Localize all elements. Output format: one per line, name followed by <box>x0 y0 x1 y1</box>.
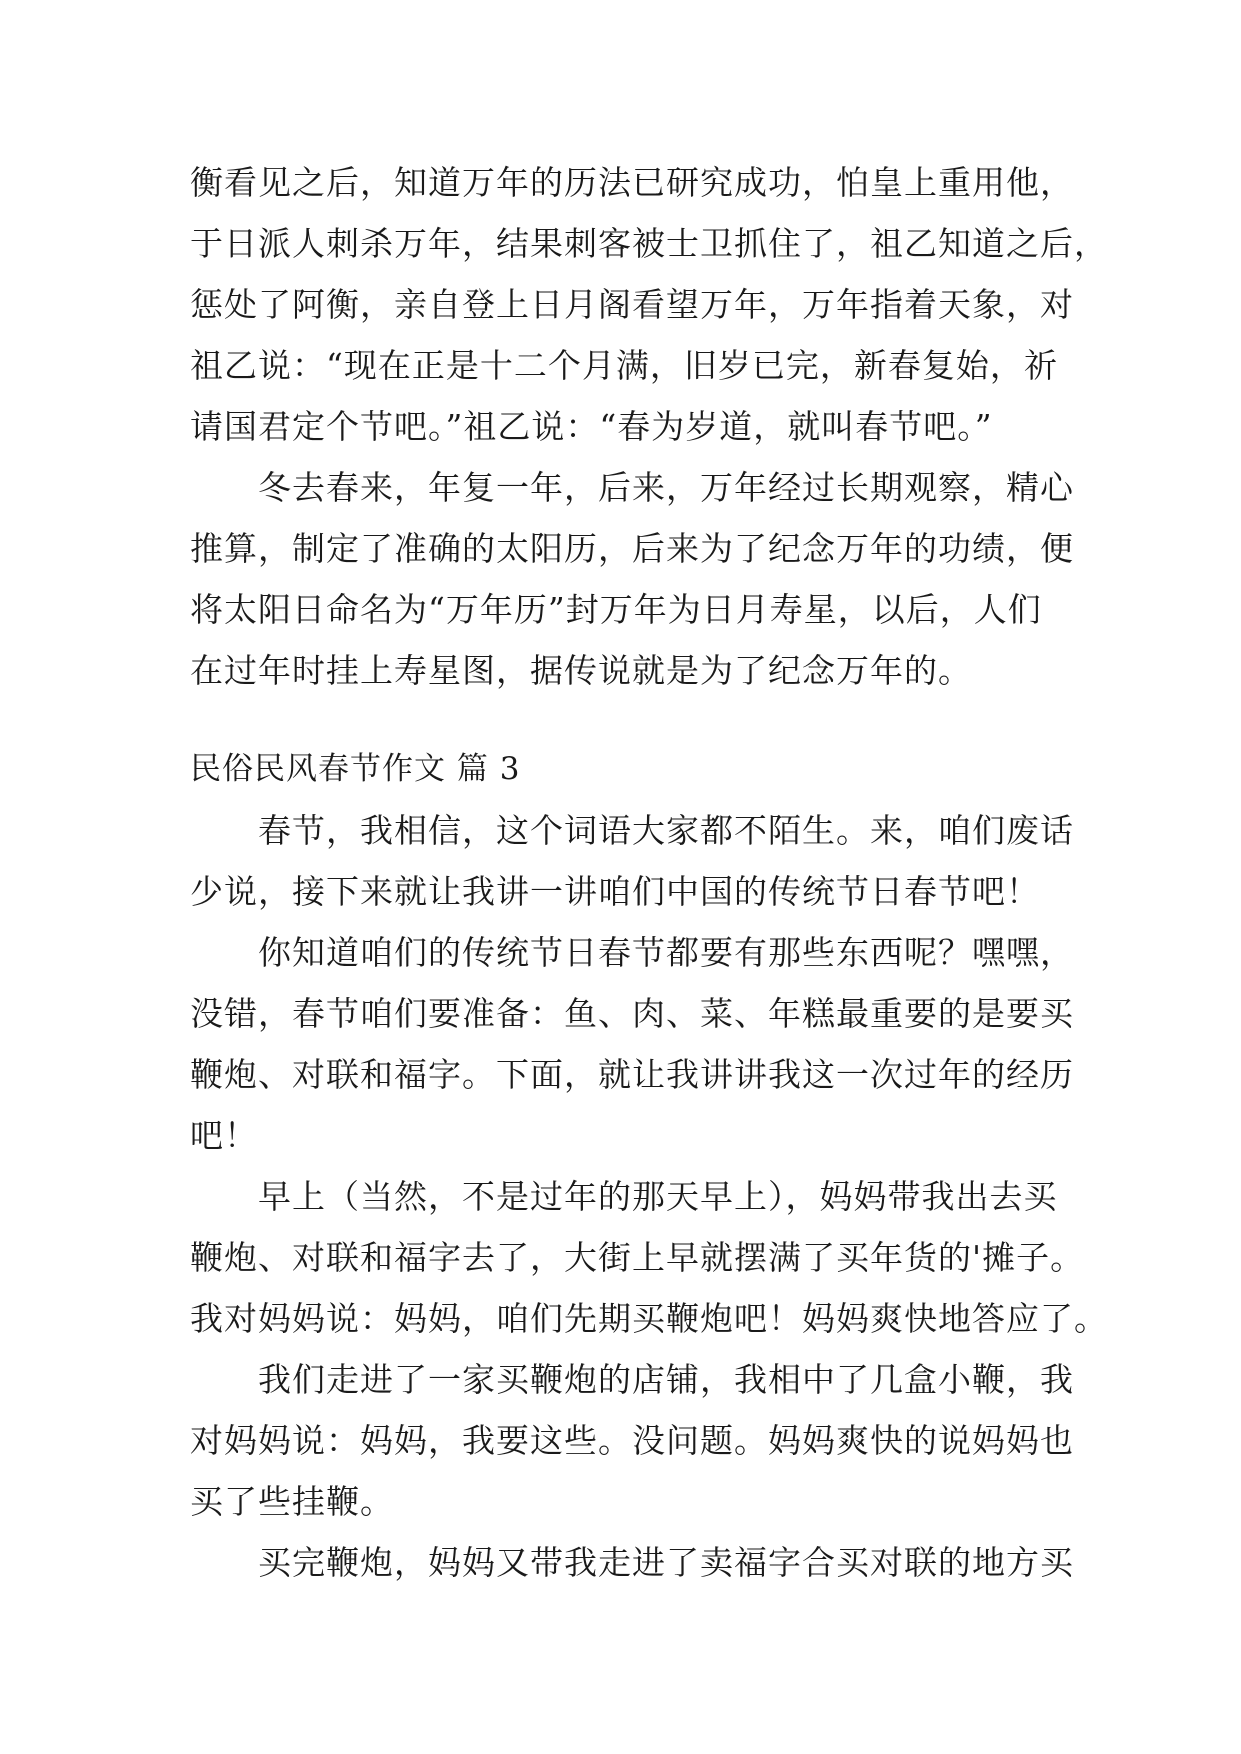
text-line: 冬去春来，年复一年，后来，万年经过长期观察，精心 <box>258 468 1074 507</box>
paragraph <box>190 800 1074 922</box>
paragraph <box>190 922 1074 1166</box>
intro-section <box>190 152 1108 701</box>
text-line: 买完鞭炮，妈妈又带我走进了卖福字合买对联的地方买 <box>258 1543 1074 1582</box>
paragraph <box>190 1166 1108 1349</box>
text-line: 早上（当然，不是过年的那天早上），妈妈带我出去买 <box>258 1177 1058 1216</box>
text-line: 鞭炮、对联和福字去了，大街上早就摆满了买年货的'摊子。 <box>190 1238 1085 1277</box>
text-line: 没错，春节咱们要准备：鱼、肉、菜、年糕最重要的是要买 <box>190 994 1074 1033</box>
section-heading: 民俗民风春节作文 篇 3 <box>190 751 521 787</box>
paragraph <box>190 1349 1074 1532</box>
text-line: 对妈妈说：妈妈，我要这些。没问题。妈妈爽快的说妈妈也 <box>190 1421 1074 1460</box>
text-line: 惩处了阿衡，亲自登上日月阁看望万年，万年指着天象，对 <box>190 285 1074 324</box>
text-line: 于日派人刺杀万年，结果刺客被士卫抓住了，祖乙知道之后， <box>190 224 1108 263</box>
paragraph <box>190 152 1108 457</box>
text-line: 买了些挂鞭。 <box>190 1482 394 1521</box>
paragraph <box>190 457 1074 701</box>
text-line: 少说，接下来就让我讲一讲咱们中国的传统节日春节吧！ <box>190 872 1040 911</box>
text-line: 请国君定个节吧。”祖乙说：“春为岁道，就叫春节吧。” <box>190 407 993 446</box>
text-line: 衡看见之后，知道万年的历法已研究成功，怕皇上重用他， <box>190 163 1074 202</box>
text-line: 祖乙说：“现在正是十二个月满，旧岁已完，新春复始，祈 <box>190 346 1058 385</box>
section-3 <box>190 739 1108 1593</box>
text-line: 将太阳日命名为“万年历”封万年为日月寿星，以后，人们 <box>190 590 1042 629</box>
text-line: 我们走进了一家买鞭炮的店铺，我相中了几盒小鞭，我 <box>258 1360 1074 1399</box>
text-line: 在过年时挂上寿星图，据传说就是为了纪念万年的。 <box>190 651 972 690</box>
text-line: 春节，我相信，这个词语大家都不陌生。来，咱们废话 <box>258 811 1074 850</box>
text-line: 鞭炮、对联和福字。下面，就让我讲讲我这一次过年的经历 <box>190 1055 1074 1094</box>
text-line: 吧！ <box>190 1116 258 1155</box>
paragraph <box>190 1532 1074 1593</box>
text-line: 我对妈妈说：妈妈，咱们先期买鞭炮吧！妈妈爽快地答应了。 <box>190 1299 1108 1338</box>
text-line: 推算，制定了准确的太阳历，后来为了纪念万年的功绩，便 <box>190 529 1074 568</box>
text-line: 你知道咱们的传统节日春节都要有那些东西呢？嘿嘿， <box>258 933 1074 972</box>
